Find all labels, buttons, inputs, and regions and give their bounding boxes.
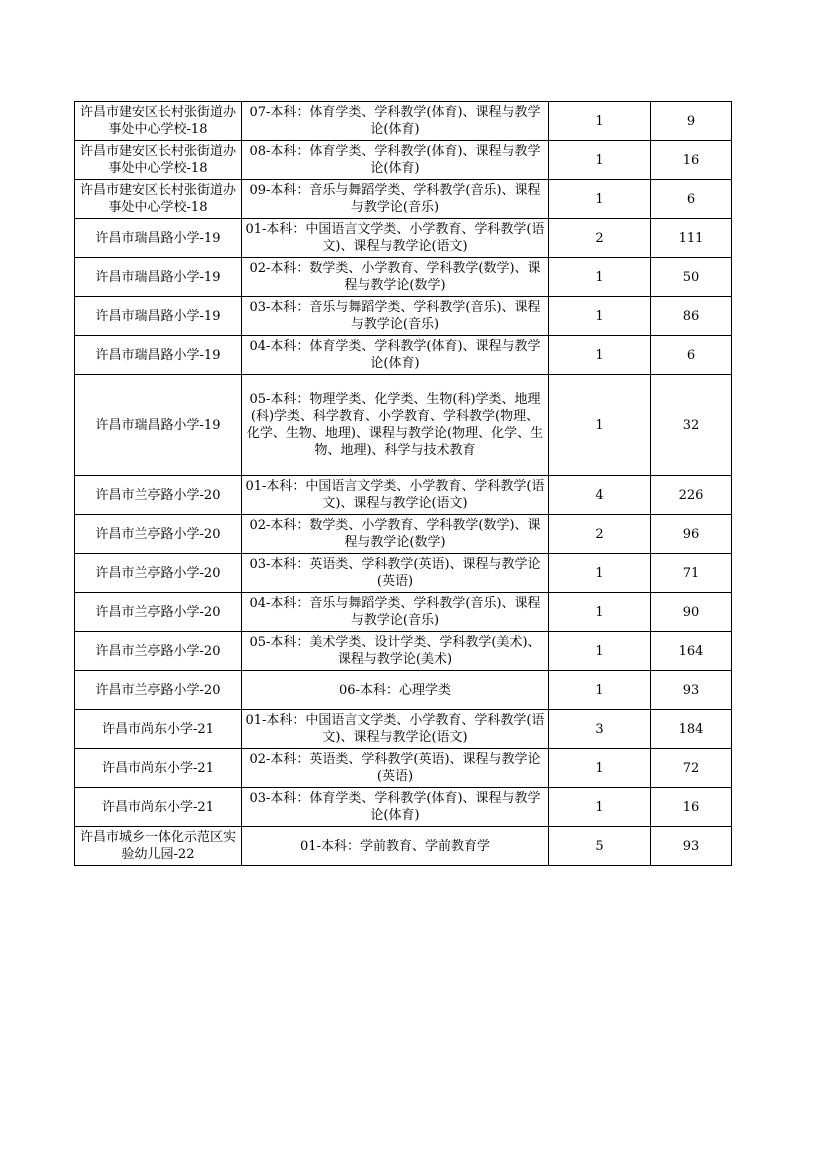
- applicants-cell: 90: [651, 593, 732, 632]
- table-row: [75, 180, 732, 219]
- applicants-cell: 226: [651, 476, 732, 515]
- applicants-cell: 86: [651, 297, 732, 336]
- applicants-cell: 164: [651, 632, 732, 671]
- applicants-cell: 93: [651, 827, 732, 866]
- applicants-cell: 71: [651, 554, 732, 593]
- count-cell: 1: [549, 593, 651, 632]
- position-cell: 02-本科：数学类、小学教育、学科教学(数学)、课程与教学论(数学): [242, 515, 549, 554]
- count-cell: 5: [549, 827, 651, 866]
- unit-cell: 许昌市兰亭路小学-20: [75, 593, 242, 632]
- applicants-cell: 6: [651, 336, 732, 375]
- table-row: [75, 375, 732, 476]
- unit-cell: 许昌市尚东小学-21: [75, 710, 242, 749]
- table-row: [75, 336, 732, 375]
- table-row: [75, 632, 732, 671]
- count-cell: 1: [549, 102, 651, 141]
- unit-cell: 许昌市瑞昌路小学-19: [75, 336, 242, 375]
- unit-cell: 许昌市兰亭路小学-20: [75, 671, 242, 710]
- applicants-cell: 16: [651, 788, 732, 827]
- applicants-cell: 96: [651, 515, 732, 554]
- count-cell: 1: [549, 788, 651, 827]
- count-cell: 3: [549, 710, 651, 749]
- table-row: [75, 515, 732, 554]
- unit-cell: 许昌市兰亭路小学-20: [75, 476, 242, 515]
- unit-cell: 许昌市瑞昌路小学-19: [75, 297, 242, 336]
- position-cell: 01-本科：中国语言文学类、小学教育、学科教学(语文)、课程与教学论(语文): [242, 476, 549, 515]
- position-cell: 07-本科：体育学类、学科教学(体育)、课程与教学论(体育): [242, 102, 549, 141]
- table-row: [75, 710, 732, 749]
- position-cell: 03-本科：体育学类、学科教学(体育)、课程与教学论(体育): [242, 788, 549, 827]
- applicants-cell: 50: [651, 258, 732, 297]
- position-cell: 05-本科：美术学类、设计学类、学科教学(美术)、课程与教学论(美术): [242, 632, 549, 671]
- position-cell: 06-本科：心理学类: [242, 671, 549, 710]
- applicants-cell: 184: [651, 710, 732, 749]
- table-row: [75, 141, 732, 180]
- table-row: [75, 671, 732, 710]
- applicants-cell: 32: [651, 375, 732, 476]
- recruitment-table: [74, 101, 732, 866]
- table-body: [75, 102, 732, 866]
- table-row: [75, 102, 732, 141]
- count-cell: 1: [549, 180, 651, 219]
- unit-cell: 许昌市兰亭路小学-20: [75, 632, 242, 671]
- position-cell: 04-本科：体育学类、学科教学(体育)、课程与教学论(体育): [242, 336, 549, 375]
- position-cell: 05-本科：物理学类、化学类、生物(科)学类、地理(科)学类、科学教育、小学教育、学科教学(物理、化学、生物、地理)、课程与教学论(物理、化学、生物、地理)、科学与技术教育: [242, 375, 549, 476]
- table-row: [75, 554, 732, 593]
- unit-cell: 许昌市建安区长村张街道办事处中心学校-18: [75, 102, 242, 141]
- count-cell: 1: [549, 297, 651, 336]
- count-cell: 4: [549, 476, 651, 515]
- count-cell: 1: [549, 554, 651, 593]
- position-cell: 02-本科：数学类、小学教育、学科教学(数学)、课程与教学论(数学): [242, 258, 549, 297]
- applicants-cell: 6: [651, 180, 732, 219]
- count-cell: 2: [549, 219, 651, 258]
- unit-cell: 许昌市瑞昌路小学-19: [75, 375, 242, 476]
- position-cell: 04-本科：音乐与舞蹈学类、学科教学(音乐)、课程与教学论(音乐): [242, 593, 549, 632]
- applicants-cell: 9: [651, 102, 732, 141]
- applicants-cell: 16: [651, 141, 732, 180]
- position-cell: 09-本科：音乐与舞蹈学类、学科教学(音乐)、课程与教学论(音乐): [242, 180, 549, 219]
- table-row: [75, 827, 732, 866]
- applicants-cell: 72: [651, 749, 732, 788]
- count-cell: 1: [549, 632, 651, 671]
- applicants-cell: 93: [651, 671, 732, 710]
- unit-cell: 许昌市尚东小学-21: [75, 788, 242, 827]
- table-row: [75, 749, 732, 788]
- position-cell: 03-本科：英语类、学科教学(英语)、课程与教学论(英语): [242, 554, 549, 593]
- unit-cell: 许昌市尚东小学-21: [75, 749, 242, 788]
- position-cell: 08-本科：体育学类、学科教学(体育)、课程与教学论(体育): [242, 141, 549, 180]
- applicants-cell: 111: [651, 219, 732, 258]
- count-cell: 1: [549, 375, 651, 476]
- table-row: [75, 788, 732, 827]
- table-row: [75, 476, 732, 515]
- count-cell: 1: [549, 141, 651, 180]
- count-cell: 2: [549, 515, 651, 554]
- unit-cell: 许昌市建安区长村张街道办事处中心学校-18: [75, 141, 242, 180]
- table-row: [75, 593, 732, 632]
- unit-cell: 许昌市兰亭路小学-20: [75, 515, 242, 554]
- unit-cell: 许昌市城乡一体化示范区实验幼儿园-22: [75, 827, 242, 866]
- count-cell: 1: [549, 671, 651, 710]
- position-cell: 01-本科：中国语言文学类、小学教育、学科教学(语文)、课程与教学论(语文): [242, 710, 549, 749]
- table-row: [75, 219, 732, 258]
- table-row: [75, 297, 732, 336]
- unit-cell: 许昌市瑞昌路小学-19: [75, 219, 242, 258]
- unit-cell: 许昌市兰亭路小学-20: [75, 554, 242, 593]
- count-cell: 1: [549, 258, 651, 297]
- position-cell: 01-本科：中国语言文学类、小学教育、学科教学(语文)、课程与教学论(语文): [242, 219, 549, 258]
- table-row: [75, 258, 732, 297]
- position-cell: 02-本科：英语类、学科教学(英语)、课程与教学论(英语): [242, 749, 549, 788]
- count-cell: 1: [549, 749, 651, 788]
- unit-cell: 许昌市瑞昌路小学-19: [75, 258, 242, 297]
- unit-cell: 许昌市建安区长村张街道办事处中心学校-18: [75, 180, 242, 219]
- position-cell: 03-本科：音乐与舞蹈学类、学科教学(音乐)、课程与教学论(音乐): [242, 297, 549, 336]
- count-cell: 1: [549, 336, 651, 375]
- position-cell: 01-本科：学前教育、学前教育学: [242, 827, 549, 866]
